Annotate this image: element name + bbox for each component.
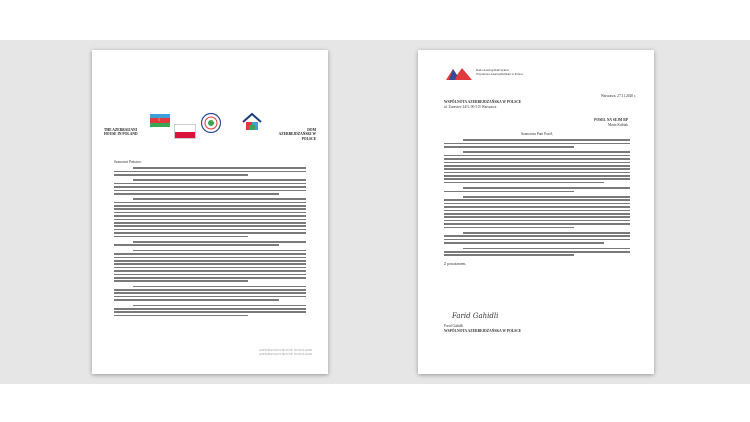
paragraph — [114, 250, 306, 282]
footer-line: AZERBAIJANI HOUSE IN POLAND — [258, 348, 312, 352]
addressee-title: POSEŁ NA SEJM RP — [594, 118, 628, 122]
letter-date: Warszawa, 27.11.2020 r. — [600, 94, 636, 98]
signer-name: Farid Gahidli — [444, 324, 464, 328]
council-logo-icon — [444, 66, 474, 82]
paragraph — [444, 232, 630, 244]
paragraph — [114, 241, 306, 246]
paragraph — [114, 198, 306, 237]
paragraph — [444, 151, 630, 183]
closing: Z poważaniem, — [444, 261, 467, 266]
paragraph — [114, 286, 306, 301]
handwritten-signature: Farid Gahidli — [452, 312, 499, 320]
paragraph — [444, 187, 630, 192]
paragraph — [114, 167, 306, 175]
document-viewer-background — [0, 40, 750, 384]
logo-caption-line: Rada Azerbejdżańczyków — [476, 68, 510, 72]
azerbaijan-flag-icon: ☾ — [150, 114, 170, 127]
logo-caption — [476, 68, 523, 76]
addressee-name: Marta Kubiak — [607, 122, 628, 127]
paragraph — [444, 139, 630, 147]
letter-footer — [212, 348, 312, 356]
letter-page-left — [92, 50, 328, 374]
paragraph — [444, 248, 630, 256]
logo-caption-line: Wspólnota Azerbejdżańska w Polsce — [476, 72, 524, 77]
poland-flag-icon — [174, 124, 196, 139]
paragraph — [444, 196, 630, 228]
signer-block — [444, 324, 521, 333]
salutation: Szanowna Pani Poseł, — [521, 132, 553, 136]
letter-page-right — [418, 50, 654, 374]
signer-organization: WSPÓLNOTA AZERBEJDŻAŃSKA W POLSCE — [444, 328, 522, 333]
addressee-block — [594, 118, 628, 127]
org-name-right: DOM AZERBEJDŻAŃSKI W POLSCE — [278, 128, 316, 141]
house-logo-icon — [242, 112, 262, 134]
sender-name: WSPÓLNOTA AZERBEJDŻAŃSKA W POLSCE — [444, 100, 522, 104]
salutation: Szanowni Państwo — [114, 160, 142, 164]
letter-body — [114, 160, 306, 318]
paragraph — [114, 305, 306, 317]
org-name-left: THE AZERBAIJANI HOUSE IN POLAND — [104, 128, 138, 137]
letter-header — [104, 112, 316, 146]
letter-body — [444, 132, 630, 266]
sender-block — [444, 100, 521, 109]
organization-emblem-icon — [200, 112, 222, 134]
sender-address: ul. Zuraviev 24/3, 00-515 Warszawa — [444, 104, 497, 109]
paragraph — [114, 179, 306, 194]
footer-line: AZERBAIJANI HOUSE IN POLAND — [258, 352, 312, 357]
